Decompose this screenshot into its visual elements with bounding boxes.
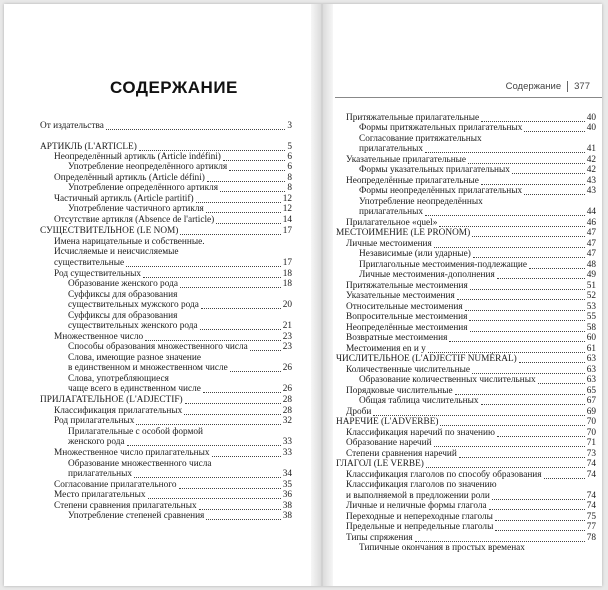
toc-leader-dots [481,404,585,405]
book-gutter [311,4,333,586]
toc-entry-label: Место прилагательных [54,490,146,501]
toc-entry [68,470,292,480]
running-head-label: Содержание [505,81,562,92]
toc-entry-label: Множественное число прилагательных [54,448,210,459]
toc-page-number: 34 [282,469,292,480]
toc-page-number: 17 [282,258,292,269]
toc-entry-label: в единственном и множественном числе [68,363,228,374]
toc-entry-label: существительных мужского рода [68,300,199,311]
toc-leader-dots [229,170,285,171]
toc-entry-label: чаще всего в единственном числе [68,384,201,395]
toc-entry-label: Количественные числительные [346,365,471,376]
toc-entry [346,502,596,512]
toc-page-number: 74 [586,470,596,481]
toc-leader-dots [207,181,285,182]
toc-leader-dots [524,194,585,195]
toc-entry-label: Образование женского рода [68,279,178,290]
toc-page-number: 67 [586,396,596,407]
toc-leader-dots [497,278,585,279]
toc-leader-dots [196,202,281,203]
toc-entry-label: Классификация глаголов по способу образования [346,470,542,481]
toc-leader-dots [223,160,285,161]
toc-entry-label: МЕСТОИМЕНИЕ (LE PRONOM) [336,228,471,239]
toc-entry-label: Порядковые числительные [346,386,453,397]
toc-leader-dots [519,362,585,363]
toc-entry-label: прилагательных [359,207,424,218]
toc-page-number: 42 [586,155,596,166]
toc-page-number: 35 [282,480,292,491]
toc-entry-label: Местоимения en и y [346,344,426,355]
toc-entry-label: Род существительных [54,269,142,280]
toc-entry [54,216,292,226]
toc-page-number: 8 [287,183,292,194]
toc-entry [346,523,596,533]
toc-entry-label: НАРЕЧИЕ (L'ADVERBE) [336,417,439,428]
toc-entry [54,248,178,258]
toc-leader-dots [449,341,584,342]
toc-leader-dots [216,223,280,224]
toc-entry-label: Относительные местоимения [346,302,463,313]
toc-entry-label: Способы образования множественного числа [68,342,248,353]
toc-entry-label: Возвратные местоимения [346,333,448,344]
toc-page-number: 28 [282,406,292,417]
toc-page-number: 74 [586,491,596,502]
toc-leader-dots [185,403,281,404]
toc-leader-dots [373,415,584,416]
toc-leader-dots [425,215,585,216]
toc-leader-dots [434,446,585,447]
toc-entry [68,364,292,374]
toc-entry-label: Переходные и непереходные глаголы [346,512,493,523]
toc-entry-label: Степени сравнения прилагательных [54,501,197,512]
header-rule [335,97,602,98]
toc-entry [68,184,292,194]
toc-entry-label: прилагательных [68,469,133,480]
toc-entry-label: Образование количественных числительных [359,375,536,386]
toc-entry-label: Образование множественного числа [68,459,212,470]
toc-leader-dots [415,541,585,542]
toc-entry-label: Употребление определённого артикля [68,183,219,194]
toc-page-number: 21 [282,321,292,332]
toc-page-number: 43 [586,176,596,187]
toc-leader-dots [179,488,281,489]
toc-entry [359,124,596,134]
toc-entry-label: От издательства [40,121,104,132]
toc-leader-dots [184,414,280,415]
toc-leader-dots [468,163,585,164]
toc-page-number: 36 [282,490,292,501]
toc-entry-label: Неопределённый артикль (Article indéfini) [54,152,221,163]
toc-page-number: 17 [282,226,292,237]
toc-page-number: 8 [287,173,292,184]
toc-entry-label: Личные местоимения [346,239,432,250]
toc-page-number: 38 [282,511,292,522]
toc-page-number: 65 [586,386,596,397]
toc-leader-dots [481,121,585,122]
toc-page-number: 40 [586,113,596,124]
toc-entry-label: ЧИСЛИТЕЛЬНОЕ (L'ADJECTIF NUMÉRAL) [336,354,517,365]
toc-entry [40,122,292,132]
toc-leader-dots [439,226,584,227]
toc-entry-label: Частичный артикль (Article partitif) [54,194,194,205]
toc-leader-dots [201,308,281,309]
toc-leader-dots [489,509,585,510]
toc-entry-label: Определённый артикль (Article défini) [54,173,205,184]
toc-page-number: 60 [586,333,596,344]
toc-page-number: 42 [586,165,596,176]
toc-entry [359,166,596,176]
toc-leader-dots [136,424,280,425]
toc-entry-label: Имена нарицательные и собственные. [54,237,205,248]
toc-entry-label: Употребление степеней сравнения [68,511,205,522]
toc-page-number: 73 [586,449,596,460]
toc-entry [359,544,525,554]
toc-entry-label: существительных женского рода [68,321,198,332]
toc-page-number: 44 [586,207,596,218]
toc-page-number: 23 [282,342,292,353]
toc-entry-label: Род прилагательных [54,416,135,427]
toc-leader-dots [143,277,281,278]
toc-entry-label: Согласование прилагательного [54,480,177,491]
toc-page-number: 23 [282,332,292,343]
toc-entry [68,301,292,311]
toc-leader-dots [148,498,281,499]
toc-page-number: 63 [586,365,596,376]
toc-leader-dots [220,191,285,192]
toc-entry-label: Классификация глаголов по значению [346,480,497,491]
toc-entry-label: Классификация наречий по значению [346,428,495,439]
toc-entry-label: Указательные прилагательные [346,155,467,166]
toc-page-number: 26 [282,384,292,395]
toc-page-number: 14 [282,215,292,226]
toc-entry-label: Исчисляемые и неисчисляемые [54,247,179,258]
toc-page-number: 52 [586,291,596,302]
toc-page-number: 47 [586,228,596,239]
toc-entry [54,449,292,459]
toc-entry-label: СУЩЕСТВИТЕЛЬНОЕ (LE NOM) [40,226,179,237]
toc-page-number: 12 [282,204,292,215]
toc-leader-dots [472,236,585,237]
toc-entry-label: Употребление неопределённых [359,197,483,208]
toc-page-number: 41 [586,144,596,155]
right-page [333,4,602,586]
toc-entry-label: ПРИЛАГАТЕЛЬНОЕ (L'ADJECTIF) [40,395,183,406]
toc-entry-label: Личные и неличные формы глагола [346,501,487,512]
toc-entry [346,313,596,323]
toc-entry-label: существительные [54,258,125,269]
toc-leader-dots [428,352,585,353]
toc-leader-dots [544,478,585,479]
toc-entry-label: Указательные местоимения [346,291,455,302]
toc-entry [359,397,596,407]
toc-leader-dots [200,329,281,330]
toc-entry-label: Неопределённые местоимения [346,323,468,334]
toc-entry-label: Классификация прилагательных [54,406,183,417]
toc-entry-label: Приглагольные местоимения-подлежащие [359,260,528,271]
toc-entry [336,460,596,470]
toc-entry [68,512,292,522]
toc-leader-dots [524,131,584,132]
toc-entry-label: Отсутствие артикля (Absence de l'article) [54,215,215,226]
toc-entry-label: Согласование притяжательных [359,134,482,145]
toc-leader-dots [145,340,281,341]
toc-entry-label: Суффиксы для образования [68,290,178,301]
toc-leader-dots [212,456,281,457]
toc-leader-dots [250,350,281,351]
toc-title: СОДЕРЖАНИЕ [110,78,238,97]
toc-entry-label: Формы указательных прилагательных [359,165,510,176]
toc-page-number: 74 [586,501,596,512]
toc-page-number: 12 [282,194,292,205]
toc-page-number: 26 [282,363,292,374]
toc-entry [68,280,292,290]
toc-entry [54,491,292,501]
toc-entry [68,205,292,215]
toc-leader-dots [425,152,585,153]
toc-leader-dots [134,477,281,478]
toc-leader-dots [469,320,584,321]
toc-leader-dots [180,287,281,288]
toc-leader-dots [230,371,281,372]
toc-entry-label: Независимые (или ударные) [359,249,471,260]
toc-page-number: 6 [287,152,292,163]
toc-entry [359,187,596,197]
toc-page-number: 33 [282,437,292,448]
toc-leader-dots [492,499,585,500]
toc-page-number: 70 [586,428,596,439]
toc-leader-dots [473,257,585,258]
toc-page-number: 77 [586,522,596,533]
toc-leader-dots [481,184,585,185]
toc-leader-dots [529,268,585,269]
toc-leader-dots [470,331,585,332]
toc-leader-dots [127,445,281,446]
toc-leader-dots [459,457,585,458]
toc-page-number: 3 [287,121,292,132]
toc-entry [359,250,596,260]
toc-entry-label: Общая таблица числительных [359,396,479,407]
toc-leader-dots [470,289,585,290]
toc-entry-label: Притяжательные прилагательные [346,113,480,124]
toc-entry [54,259,292,269]
toc-page-number: 38 [282,501,292,512]
toc-entry [68,438,292,448]
toc-page-number: 48 [586,260,596,271]
toc-entry [359,376,596,386]
page-number: 377 [574,81,590,92]
toc-entry [359,208,596,218]
toc-leader-dots [497,436,585,437]
left-page [4,4,311,586]
toc-page-number: 61 [586,344,596,355]
running-head [506,81,590,92]
toc-entry-label: и выполняемой в предложении роли [346,491,490,502]
toc-page-number: 69 [586,407,596,418]
toc-entry-label: Дроби [346,407,372,418]
toc-entry-label: Употребление частичного артикля [68,204,204,215]
toc-entry [346,481,497,491]
toc-leader-dots [206,519,280,520]
toc-entry [346,292,596,302]
toc-entry-label: Прилагательное «quel» [346,218,438,229]
toc-page-number: 18 [282,269,292,280]
toc-entry-label: Степени сравнения наречий [346,449,457,460]
toc-leader-dots [455,394,585,395]
toc-page-number: 70 [586,417,596,428]
toc-entry [68,343,292,353]
toc-entry-label: Личные местоимения-дополнения [359,270,495,281]
toc-entry [359,145,596,155]
toc-page-number: 51 [586,281,596,292]
toc-entry-label: Суффиксы для образования [68,311,178,322]
toc-page-number: 32 [282,416,292,427]
toc-entry-label: женского рода [68,437,125,448]
toc-leader-dots [472,373,585,374]
toc-entry-label: Прилагательные с особой формой [68,427,204,438]
toc-entry [336,418,596,428]
toc-page-number: 43 [586,186,596,197]
toc-entry [68,385,292,395]
toc-entry-label: Множественное число [54,332,144,343]
toc-leader-dots [457,299,585,300]
toc-page-number: 33 [282,448,292,459]
toc-entry-label: Предельные и непредельные глаголы [346,522,494,533]
toc-page-number: 78 [586,533,596,544]
toc-page-number: 40 [586,123,596,134]
toc-entry [336,355,596,365]
toc-leader-dots [434,247,585,248]
toc-leader-dots [512,173,585,174]
toc-leader-dots [180,234,280,235]
toc-leader-dots [440,425,584,426]
toc-page-number: 71 [586,438,596,449]
toc-page-number: 53 [586,302,596,313]
toc-entry-label: Формы притяжательных прилагательных [359,123,523,134]
toc-page-number: 47 [586,239,596,250]
toc-leader-dots [139,150,286,151]
toc-leader-dots [495,520,585,521]
toc-entry-label: Вопросительные местоимения [346,312,468,323]
toc-entry [336,229,596,239]
toc-entry [68,322,292,332]
toc-leader-dots [538,383,585,384]
toc-entry [359,271,596,281]
toc-page-number: 55 [586,312,596,323]
toc-page-number: 20 [282,300,292,311]
toc-page-number: 47 [586,249,596,260]
toc-page-number: 63 [586,375,596,386]
toc-page-number: 18 [282,279,292,290]
toc-entry-label: Типичные окончания в простых временах [359,543,525,554]
toc-entry [346,334,596,344]
toc-entry [40,227,292,237]
toc-entry-label: ГЛАГОЛ (LE VERBE) [336,459,424,470]
toc-entry-label: Образование наречий [346,438,432,449]
toc-entry [346,439,596,449]
toc-entry-label: Притяжательные местоимения [346,281,468,292]
toc-leader-dots [465,310,585,311]
toc-entry [68,163,292,173]
toc-leader-dots [426,467,585,468]
toc-entry-label: Слова, имеющие разное значение [68,353,201,364]
toc-leader-dots [206,212,281,213]
toc-page-number: 74 [586,459,596,470]
toc-entry [40,396,292,406]
toc-leader-dots [495,530,584,531]
toc-leader-dots [199,509,281,510]
toc-page-number: 6 [287,162,292,173]
toc-entry-label: прилагательных [359,144,424,155]
toc-page-number: 75 [586,512,596,523]
book-spread [4,4,602,586]
toc-page-number: 28 [282,395,292,406]
toc-entry-label: Неопределённые прилагательные [346,176,479,187]
toc-leader-dots [106,129,285,130]
toc-page-number: 63 [586,354,596,365]
toc-entry-label: АРТИКЛЬ (L'ARTICLE) [40,142,137,153]
toc-page-number: 46 [586,218,596,229]
toc-entry-label: Формы неопределённых прилагательных [359,186,523,197]
toc-page-number: 49 [586,270,596,281]
toc-page-number: 58 [586,323,596,334]
toc-leader-dots [203,392,281,393]
toc-entry-label: Слова, употребляющиеся [68,374,169,385]
toc-page-number: 5 [287,142,292,153]
toc-entry [54,417,292,427]
toc-entry-label: Типы спряжения [346,533,413,544]
toc-entry-label: Употребление неопределённого артикля [68,162,228,173]
running-head-separator [567,81,568,92]
toc-leader-dots [126,266,281,267]
